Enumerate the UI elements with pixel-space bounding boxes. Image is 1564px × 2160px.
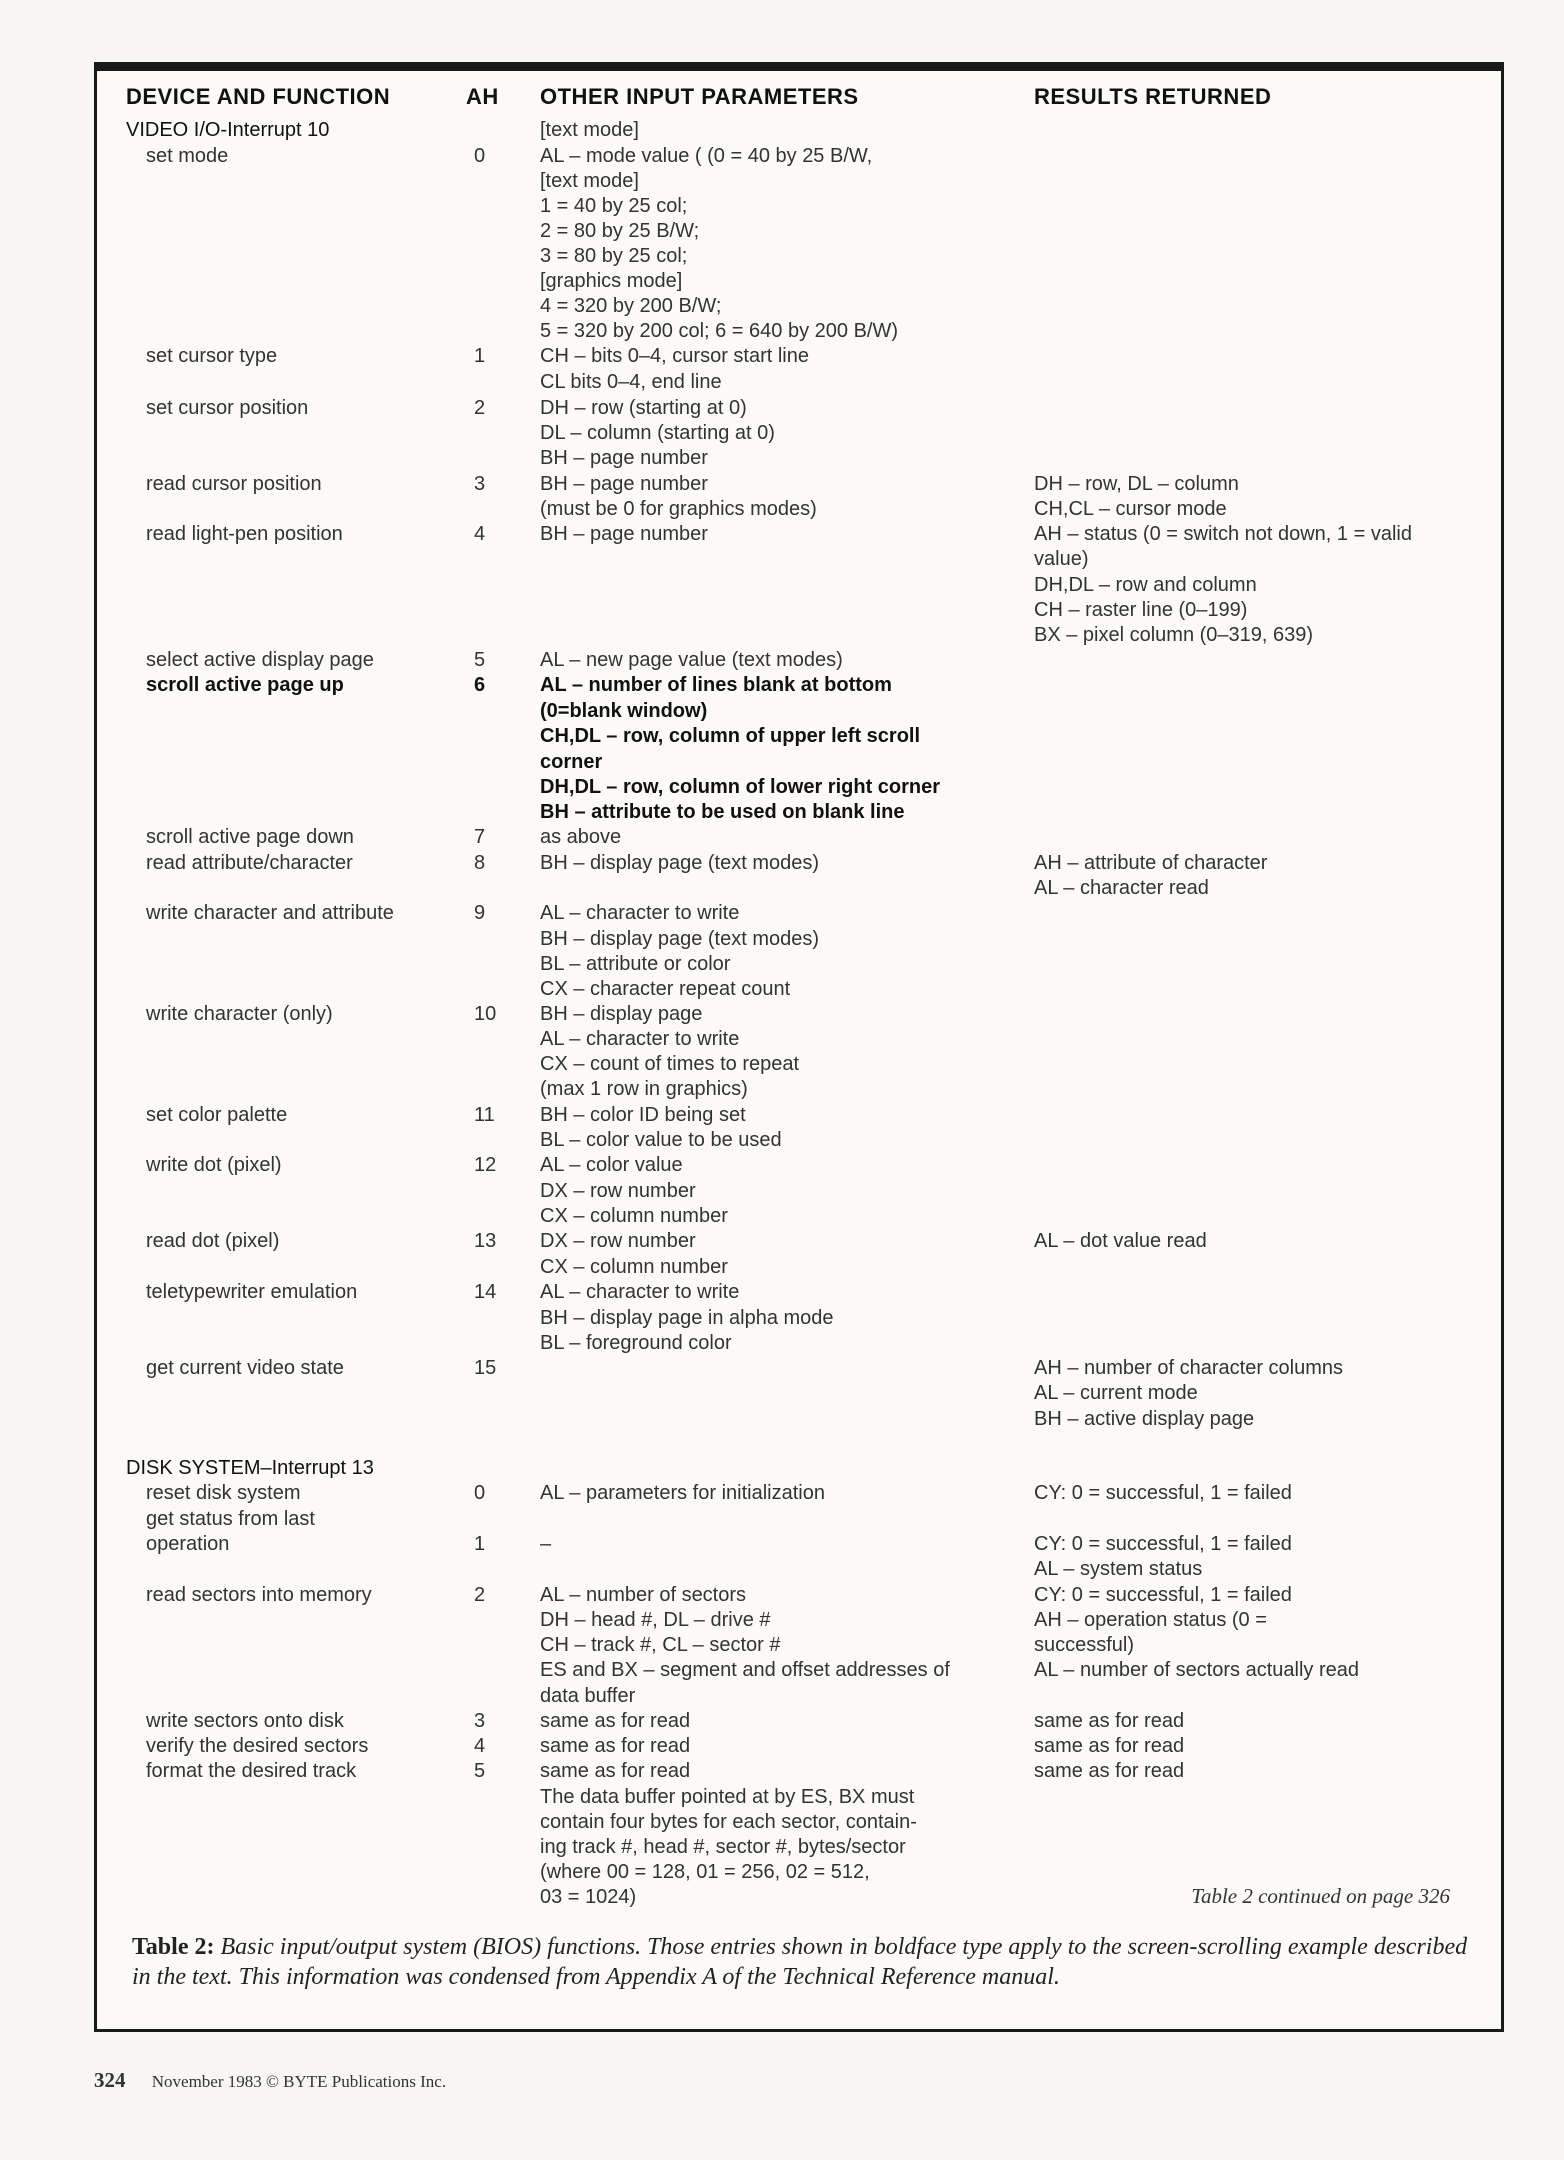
- table-cell: CH,DL – row, column of upper left scroll: [540, 725, 921, 747]
- table-cell: BH – active display page: [1034, 1408, 1255, 1430]
- table-cell: set cursor type: [146, 345, 278, 367]
- table-cell: CX – character repeat count: [540, 978, 791, 1000]
- table-cell: CH – bits 0–4, cursor start line: [540, 345, 809, 367]
- table-cell: format the desired track: [146, 1760, 357, 1782]
- table-cell: AH – operation status (0 =: [1034, 1609, 1267, 1631]
- table-cell: CY: 0 = successful, 1 = failed: [1034, 1584, 1292, 1606]
- table-cell: DH – row (starting at 0): [540, 397, 747, 419]
- page-footer: [94, 2068, 446, 2093]
- table-cell: 7: [474, 826, 486, 848]
- table-cell: AL – number of lines blank at bottom: [540, 674, 892, 696]
- table-cell: write character (only): [146, 1003, 333, 1025]
- caption-text: Basic input/output system (BIOS) functions. Those entries shown in boldface type apply to the screen-scrolling example described in the text. This information was condensed from Appendix A of the Technical Reference manual.: [132, 1934, 1468, 1990]
- header-results-returned: RESULTS RETURNED: [1034, 84, 1272, 109]
- table-cell: DL – column (starting at 0): [540, 422, 775, 444]
- table-cell: BL – attribute or color: [540, 953, 731, 975]
- table-cell: AL – mode value ( (0 = 40 by 25 B/W,: [540, 145, 873, 167]
- table-cell: write sectors onto disk: [146, 1710, 344, 1732]
- table-cell: AL – new page value (text modes): [540, 649, 843, 671]
- table-cell: CH – raster line (0–199): [1034, 599, 1248, 621]
- table-cell: [text mode]: [540, 119, 639, 141]
- table-cell: reset disk system: [146, 1482, 301, 1504]
- table-cell: 1 = 40 by 25 col;: [540, 195, 688, 217]
- table-cell: as above: [540, 826, 622, 848]
- table-cell: The data buffer pointed at by ES, BX must: [540, 1786, 915, 1808]
- table-cell: DH,DL – row and column: [1034, 574, 1257, 596]
- table-cell: data buffer: [540, 1685, 636, 1707]
- header-device-function: DEVICE AND FUNCTION: [126, 84, 391, 109]
- table-cell: [text mode]: [540, 170, 639, 192]
- table-cell: 3: [474, 473, 486, 495]
- table-cell: BL – foreground color: [540, 1332, 732, 1354]
- table-cell: BH – color ID being set: [540, 1104, 746, 1126]
- table-cell: 14: [474, 1281, 497, 1303]
- table-cell: set cursor position: [146, 397, 309, 419]
- table-cell: CY: 0 = successful, 1 = failed: [1034, 1482, 1292, 1504]
- table-cell: verify the desired sectors: [146, 1735, 369, 1757]
- section-heading: VIDEO I/O-Interrupt 10: [126, 119, 330, 141]
- table-cell: AL – color value: [540, 1154, 683, 1176]
- table-cell: [graphics mode]: [540, 270, 683, 292]
- table-cell: AL – number of sectors: [540, 1584, 747, 1606]
- table-cell: CX – count of times to repeat: [540, 1053, 800, 1075]
- table-cell: ES and BX – segment and offset addresses of: [540, 1659, 950, 1681]
- table-cell: BH – display page in alpha mode: [540, 1307, 834, 1329]
- table-cell: (where 00 = 128, 01 = 256, 02 = 512,: [540, 1861, 870, 1883]
- table-cell: AL – parameters for initialization: [540, 1482, 825, 1504]
- table-cell: teletypewriter emulation: [146, 1281, 358, 1303]
- table-cell: 5: [474, 649, 486, 671]
- table-cell: 2 = 80 by 25 B/W;: [540, 220, 700, 242]
- table-cell: BH – display page (text modes): [540, 852, 820, 874]
- table-cell: successful): [1034, 1634, 1135, 1656]
- table-cell: CX – column number: [540, 1205, 728, 1227]
- table-cell: AH – status (0 = switch not down, 1 = valid: [1034, 523, 1412, 545]
- table-cell: 2: [474, 397, 486, 419]
- table-cell: DH – head #, DL – drive #: [540, 1609, 771, 1631]
- page-number: 324: [94, 2068, 126, 2092]
- table-cell: 03 = 1024): [540, 1886, 637, 1908]
- table-cell: same as for read: [1034, 1710, 1185, 1732]
- table-cell: same as for read: [1034, 1760, 1185, 1782]
- table-cell: 13: [474, 1230, 497, 1252]
- table-cell: scroll active page down: [146, 826, 354, 848]
- table-cell: CY: 0 = successful, 1 = failed: [1034, 1533, 1292, 1555]
- table-cell: read dot (pixel): [146, 1230, 280, 1252]
- table-cell: contain four bytes for each sector, contain-: [540, 1811, 917, 1833]
- table-cell: read light-pen position: [146, 523, 343, 545]
- table-cell: (0=blank window): [540, 700, 708, 722]
- table-cell: same as for read: [540, 1760, 691, 1782]
- table-cell: 9: [474, 902, 486, 924]
- table-cell: write dot (pixel): [146, 1154, 282, 1176]
- table-cell: write character and attribute: [146, 902, 394, 924]
- table-cell: 0: [474, 1482, 486, 1504]
- table-cell: read cursor position: [146, 473, 322, 495]
- table-cell: BH – display page (text modes): [540, 928, 820, 950]
- table-cell: 10: [474, 1003, 497, 1025]
- table-cell: AH – attribute of character: [1034, 852, 1268, 874]
- table-cell: read attribute/character: [146, 852, 353, 874]
- table-cell: BH – attribute to be used on blank line: [540, 801, 905, 823]
- table-cell: CX – column number: [540, 1256, 728, 1278]
- table-cell: select active display page: [146, 649, 374, 671]
- table-cell: AL – number of sectors actually read: [1034, 1659, 1359, 1681]
- table-cell: 15: [474, 1357, 497, 1379]
- table-caption: [132, 1932, 1472, 1992]
- table-cell: same as for read: [1034, 1735, 1185, 1757]
- table-cell: set mode: [146, 145, 229, 167]
- table-cell: 3: [474, 1710, 486, 1732]
- table-cell: DX – row number: [540, 1180, 696, 1202]
- table-cell: AL – system status: [1034, 1558, 1203, 1580]
- table-cell: AL – character read: [1034, 877, 1209, 899]
- table-cell: 0: [474, 145, 486, 167]
- table-cell: same as for read: [540, 1735, 691, 1757]
- table-cell: value): [1034, 548, 1089, 570]
- table-cell: 3 = 80 by 25 col;: [540, 245, 688, 267]
- table-cell: AL – character to write: [540, 1281, 740, 1303]
- table-cell: 4: [474, 523, 486, 545]
- table-cell: read sectors into memory: [146, 1584, 372, 1606]
- table-cell: 5: [474, 1760, 486, 1782]
- table-cell: 12: [474, 1154, 497, 1176]
- table-cell: same as for read: [540, 1710, 691, 1732]
- table-cell: operation: [146, 1533, 230, 1555]
- continued-note: Table 2 continued on page 326: [1191, 1884, 1450, 1908]
- section-heading: DISK SYSTEM–Interrupt 13: [126, 1457, 374, 1479]
- table-cell: BH – display page: [540, 1003, 703, 1025]
- table-cell: scroll active page up: [146, 674, 344, 696]
- table-cell: corner: [540, 751, 603, 773]
- table-cell: BX – pixel column (0–319, 639): [1034, 624, 1314, 646]
- table-cell: BH – page number: [540, 523, 708, 545]
- table-cell: (must be 0 for graphics modes): [540, 498, 817, 520]
- table-cell: 8: [474, 852, 486, 874]
- table-cell: CH,CL – cursor mode: [1034, 498, 1227, 520]
- table-cell: DH – row, DL – column: [1034, 473, 1239, 495]
- table-cell: CL bits 0–4, end line: [540, 371, 722, 393]
- table-cell: BL – color value to be used: [540, 1129, 782, 1151]
- header-input-parameters: OTHER INPUT PARAMETERS: [540, 84, 859, 109]
- caption-label: Table 2:: [132, 1934, 215, 1960]
- table-cell: AL – character to write: [540, 902, 740, 924]
- header-ah: AH: [466, 84, 499, 109]
- table-cell: ing track #, head #, sector #, bytes/sector: [540, 1836, 906, 1858]
- table-cell: 6: [474, 674, 486, 696]
- table-cell: 11: [474, 1104, 495, 1126]
- table-cell: 4: [474, 1735, 486, 1757]
- table-cell: 4 = 320 by 200 B/W;: [540, 295, 722, 317]
- table-cell: set color palette: [146, 1104, 288, 1126]
- table-cell: AL – dot value read: [1034, 1230, 1207, 1252]
- table-cell: 2: [474, 1584, 486, 1606]
- table-cell: CH – track #, CL – sector #: [540, 1634, 781, 1656]
- table-cell: 5 = 320 by 200 col; 6 = 640 by 200 B/W): [540, 320, 899, 342]
- table-cell: BH – page number: [540, 473, 708, 495]
- table-cell: 1: [474, 1533, 486, 1555]
- table-cell: AL – current mode: [1034, 1382, 1198, 1404]
- table-cell: (max 1 row in graphics): [540, 1078, 748, 1100]
- table-cell: 1: [474, 345, 486, 367]
- table-cell: AH – number of character columns: [1034, 1357, 1344, 1379]
- table-cell: DX – row number: [540, 1230, 696, 1252]
- table-cell: get current video state: [146, 1357, 344, 1379]
- table-cell: BH – page number: [540, 447, 708, 469]
- footer-text: November 1983 © BYTE Publications Inc.: [151, 2072, 447, 2091]
- table-cell: AL – character to write: [540, 1028, 740, 1050]
- table-cell: get status from last: [146, 1508, 315, 1530]
- table-cell: DH,DL – row, column of lower right corner: [540, 776, 941, 798]
- table-cell: –: [540, 1533, 552, 1555]
